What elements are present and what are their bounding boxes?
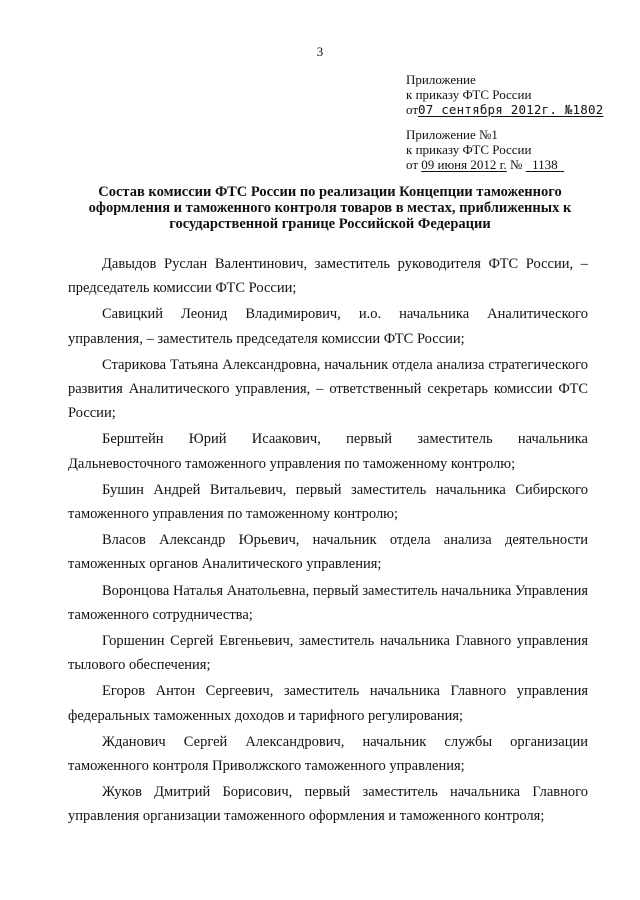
appendix-date-line xyxy=(406,157,564,172)
appendix-order-number: 1138 xyxy=(525,157,565,172)
document-title: Состав комиссии ФТС России по реализации Концепции таможенного оформления и таможенного контроля товаров в местах, приближенных к государственной границе Российской Федерации xyxy=(88,184,572,232)
list-item: Горшенин Сергей Евгеньевич, заместитель начальника Главного управления тылового обеспечения; xyxy=(68,633,588,674)
appendix-label: Приложение №1 xyxy=(406,127,498,142)
appendix-order-reference: к приказу ФТС России xyxy=(406,87,532,102)
appendix-handwritten-date-number: 07 сентября 2012г. №1802 xyxy=(418,102,604,117)
appendix-block-current-order xyxy=(406,72,603,117)
list-item: Давыдов Руслан Валентинович, заместитель руководителя ФТС России, – председатель комиссии ФТС России; xyxy=(68,256,588,297)
list-item: Савицкий Леонид Владимирович, и.о. начальника Аналитического управления, – заместитель председателя комиссии ФТС России; xyxy=(68,306,588,347)
commission-member-list xyxy=(68,252,588,831)
list-item: Власов Александр Юрьевич, начальник отдела анализа деятельности таможенных органов Аналитического управления; xyxy=(68,532,588,573)
appendix-order-date: 09 июня 2012 г. xyxy=(421,157,507,172)
appendix-block-original-order xyxy=(406,127,564,172)
list-item: Бушин Андрей Витальевич, первый заместитель начальника Сибирского таможенного управления по таможенному контролю; xyxy=(68,481,588,523)
appendix-date-prefix: от xyxy=(406,102,419,117)
list-item: Старикова Татьяна Александровна, начальник отдела анализа стратегического развития Аналитического управления, – ответственный секретарь комиссии ФТС России; xyxy=(68,356,588,422)
list-item: Егоров Антон Сергеевич, заместитель начальника Главного управления федеральных таможенных доходов и тарифного регулирования; xyxy=(68,683,588,724)
appendix-date-prefix: от xyxy=(406,157,422,172)
appendix-number-label: № xyxy=(506,157,526,172)
list-item: Жуков Дмитрий Борисович, первый заместитель начальника Главного управления организации таможенного оформления и таможенного контроля; xyxy=(68,784,588,825)
appendix-order-reference: к приказу ФТС России xyxy=(406,142,532,157)
list-item: Берштейн Юрий Исаакович, первый заместитель начальника Дальневосточного таможенного управления по таможенному контролю; xyxy=(68,431,588,472)
list-item: Воронцова Наталья Анатольевна, первый заместитель начальника Управления таможенного сотрудничества; xyxy=(68,582,588,623)
appendix-label: Приложение xyxy=(406,72,476,87)
page-number: 3 xyxy=(316,44,324,59)
appendix-date-line xyxy=(406,102,603,117)
list-item: Жданович Сергей Александрович, начальник службы организации таможенного контроля Приволжского таможенного управления; xyxy=(68,733,588,775)
